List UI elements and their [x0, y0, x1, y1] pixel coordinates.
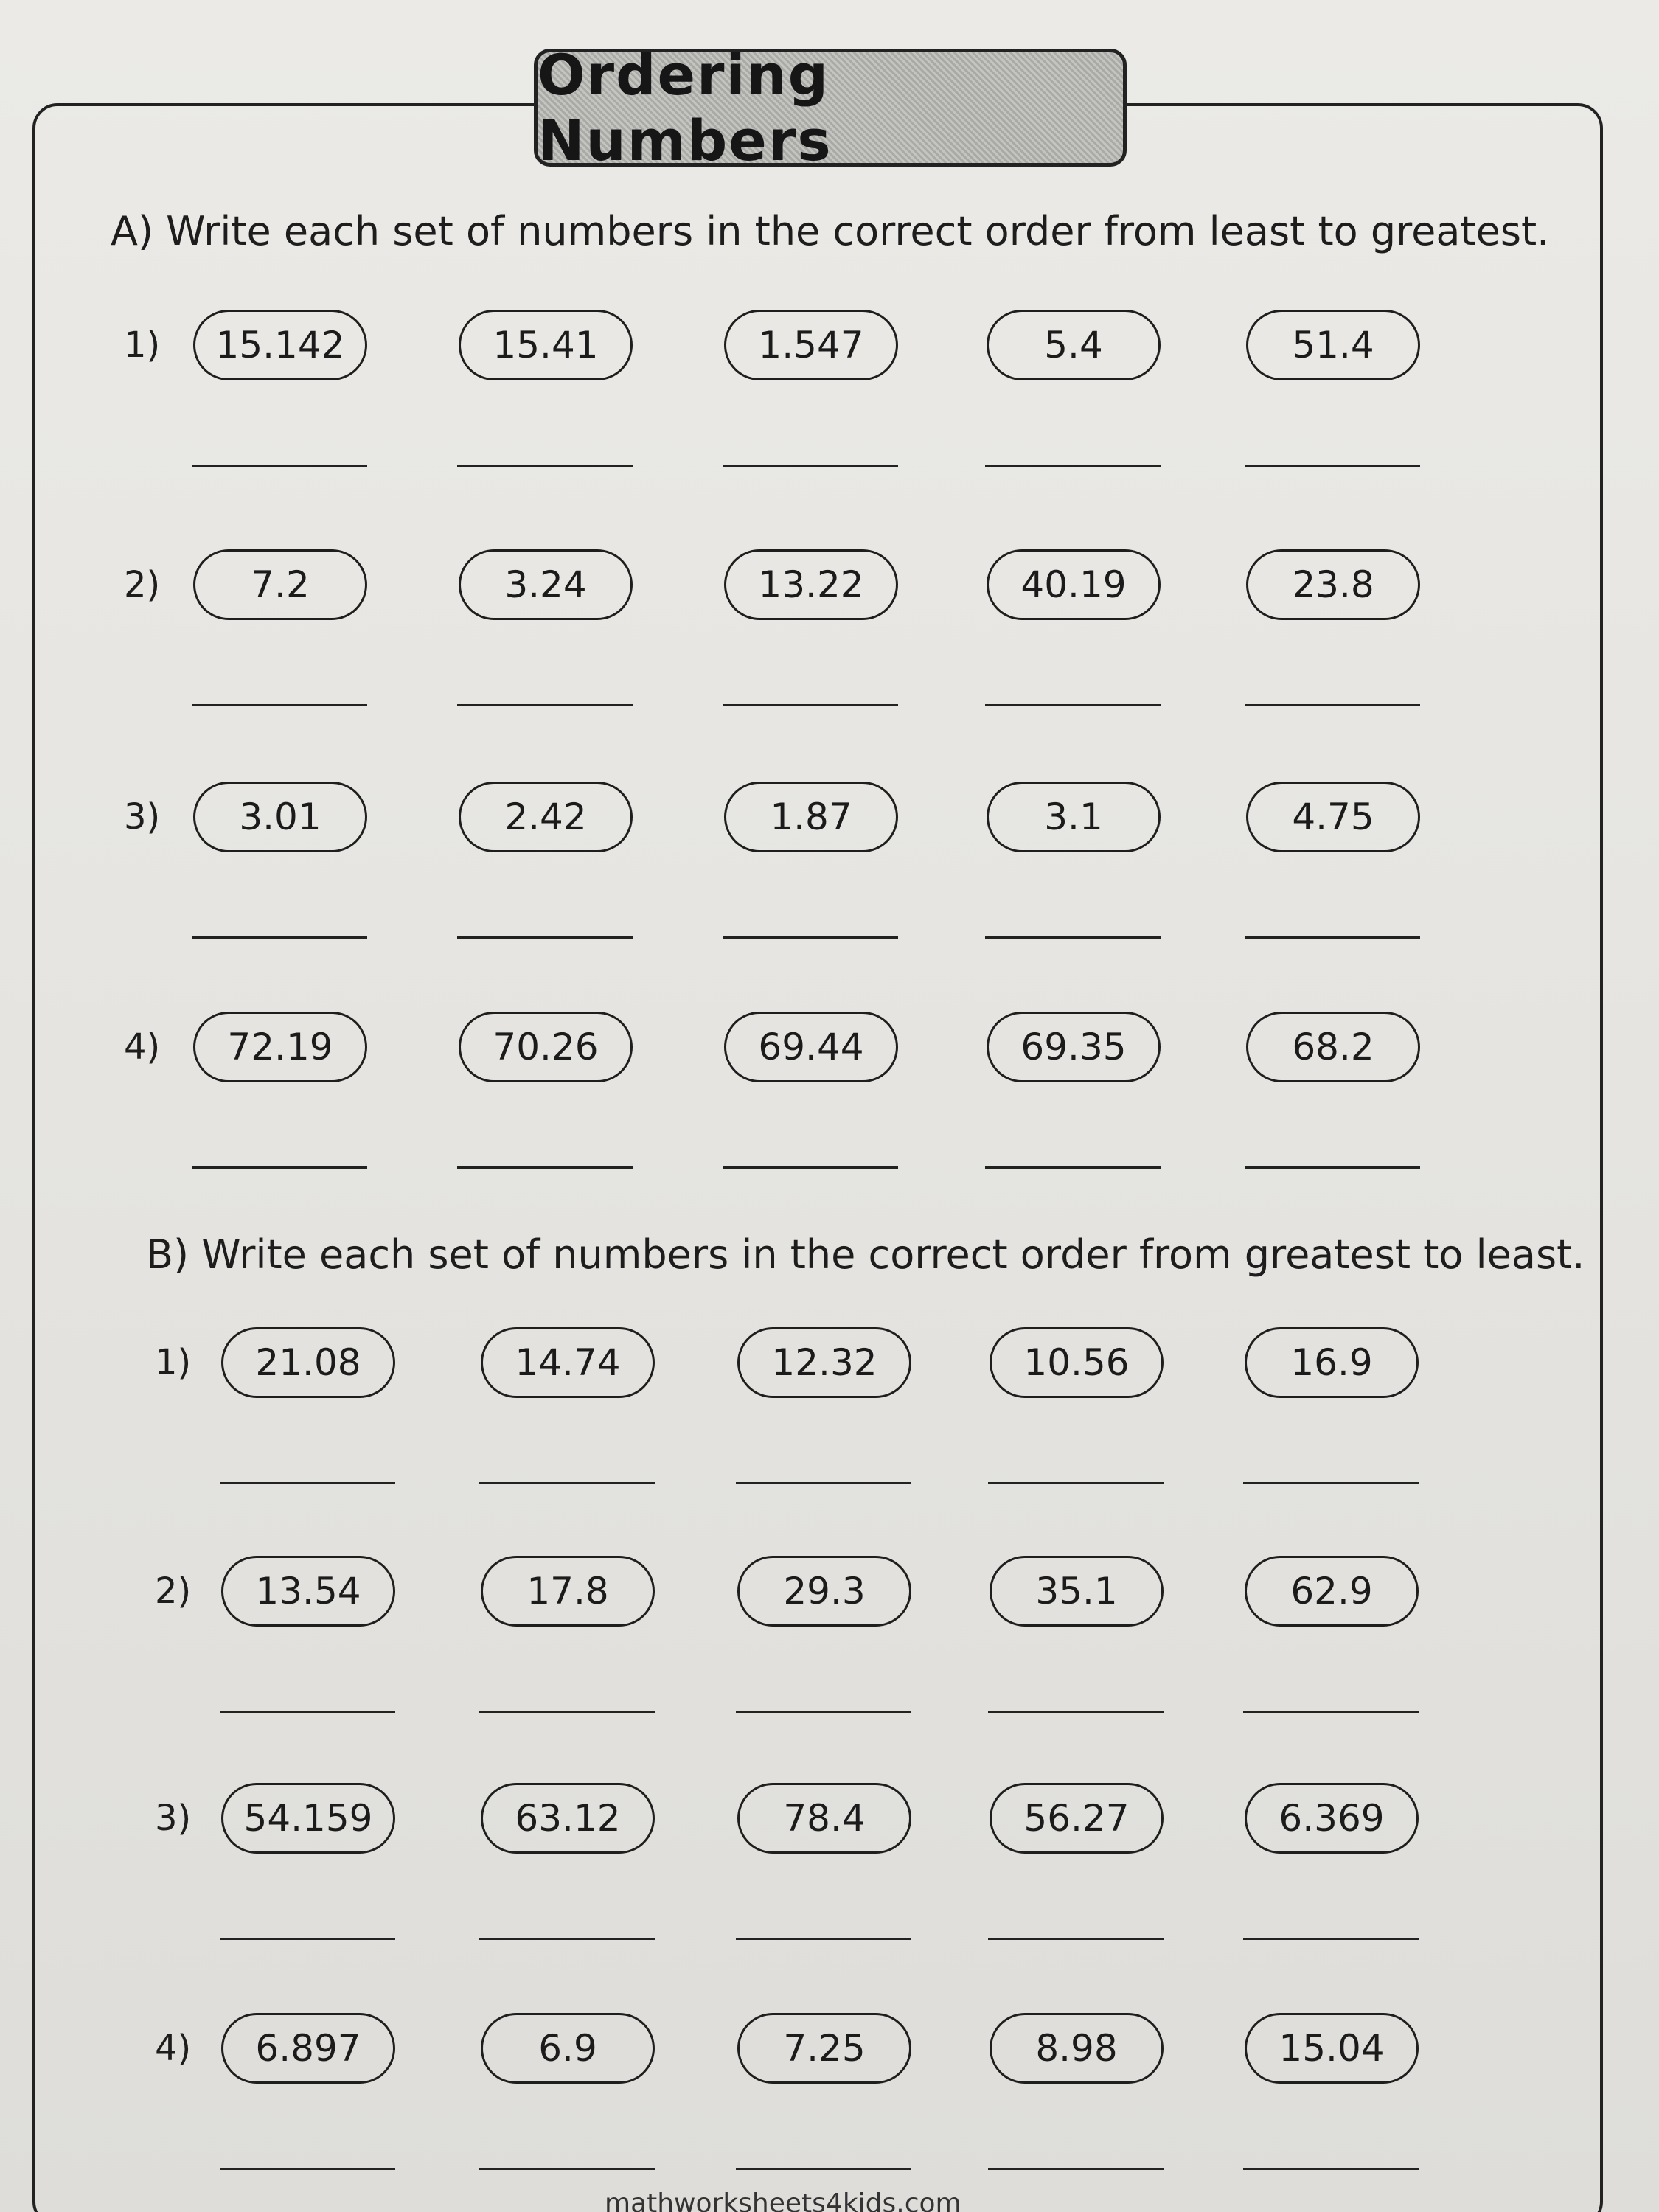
answer-blank[interactable] — [220, 1482, 395, 1484]
title-banner — [534, 42, 1127, 173]
problem-number: 1) — [124, 324, 161, 366]
number-pill: 1.547 — [724, 310, 898, 380]
number-pill: 69.44 — [724, 1012, 898, 1082]
answer-blank[interactable] — [220, 2168, 395, 2170]
number-pill: 12.32 — [737, 1327, 911, 1398]
number-pill: 15.142 — [193, 310, 367, 380]
answer-blank[interactable] — [736, 1482, 911, 1484]
answer-blank[interactable] — [1245, 936, 1420, 939]
answer-blank[interactable] — [220, 1938, 395, 1940]
number-pill: 6.9 — [481, 2013, 655, 2084]
answer-blank[interactable] — [988, 1938, 1164, 1940]
number-pill: 54.159 — [221, 1783, 395, 1854]
number-pill: 5.4 — [987, 310, 1161, 380]
answer-blank[interactable] — [985, 704, 1161, 706]
problem-number: 2) — [124, 564, 161, 605]
answer-blank[interactable] — [457, 1166, 633, 1169]
answer-blank[interactable] — [479, 2168, 655, 2170]
number-pill: 16.9 — [1245, 1327, 1419, 1398]
problem-number: 1) — [155, 1342, 192, 1383]
answer-blank[interactable] — [192, 704, 367, 706]
answer-blank[interactable] — [192, 1166, 367, 1169]
answer-blank[interactable] — [1243, 1938, 1419, 1940]
number-pill: 14.74 — [481, 1327, 655, 1398]
answer-blank[interactable] — [1243, 1711, 1419, 1713]
answer-blank[interactable] — [479, 1711, 655, 1713]
section-b-instruction: B) Write each set of numbers in the correct order from greatest to least. — [146, 1231, 1585, 1278]
answer-blank[interactable] — [723, 1166, 898, 1169]
answer-blank[interactable] — [985, 1166, 1161, 1169]
answer-blank[interactable] — [736, 2168, 911, 2170]
number-pill: 62.9 — [1245, 1556, 1419, 1627]
number-pill: 17.8 — [481, 1556, 655, 1627]
number-pill: 70.26 — [459, 1012, 633, 1082]
answer-blank[interactable] — [736, 1938, 911, 1940]
number-pill: 3.1 — [987, 782, 1161, 852]
number-pill: 15.04 — [1245, 2013, 1419, 2084]
answer-blank[interactable] — [1245, 1166, 1420, 1169]
answer-blank[interactable] — [457, 704, 633, 706]
answer-blank[interactable] — [1245, 465, 1420, 467]
answer-blank[interactable] — [192, 465, 367, 467]
section-a-instruction: A) Write each set of numbers in the correct order from least to greatest. — [111, 208, 1550, 254]
problem-number: 3) — [124, 796, 161, 838]
number-pill: 23.8 — [1246, 549, 1420, 620]
answer-blank[interactable] — [988, 1482, 1164, 1484]
answer-blank[interactable] — [988, 1711, 1164, 1713]
problem-number: 4) — [155, 2028, 192, 2069]
problem-number: 4) — [124, 1026, 161, 1068]
answer-blank[interactable] — [988, 2168, 1164, 2170]
answer-blank[interactable] — [1243, 2168, 1419, 2170]
answer-blank[interactable] — [192, 936, 367, 939]
number-pill: 51.4 — [1246, 310, 1420, 380]
answer-blank[interactable] — [723, 936, 898, 939]
answer-blank[interactable] — [736, 1711, 911, 1713]
number-pill: 3.01 — [193, 782, 367, 852]
number-pill: 2.42 — [459, 782, 633, 852]
number-pill: 15.41 — [459, 310, 633, 380]
number-pill: 63.12 — [481, 1783, 655, 1854]
number-pill: 35.1 — [990, 1556, 1164, 1627]
number-pill: 56.27 — [990, 1783, 1164, 1854]
answer-blank[interactable] — [479, 1482, 655, 1484]
number-pill: 29.3 — [737, 1556, 911, 1627]
number-pill: 78.4 — [737, 1783, 911, 1854]
number-pill: 72.19 — [193, 1012, 367, 1082]
answer-blank[interactable] — [479, 1938, 655, 1940]
number-pill: 4.75 — [1246, 782, 1420, 852]
number-pill: 13.54 — [221, 1556, 395, 1627]
footer-credit: mathworksheets4kids.com — [605, 2188, 961, 2212]
number-pill: 3.24 — [459, 549, 633, 620]
number-pill: 7.25 — [737, 2013, 911, 2084]
worksheet-title: Ordering Numbers — [538, 42, 832, 173]
answer-blank[interactable] — [723, 465, 898, 467]
number-pill: 68.2 — [1246, 1012, 1420, 1082]
worksheet-border — [32, 103, 1603, 2212]
number-pill: 6.897 — [221, 2013, 395, 2084]
answer-blank[interactable] — [985, 936, 1161, 939]
number-pill: 21.08 — [221, 1327, 395, 1398]
answer-blank[interactable] — [220, 1711, 395, 1713]
problem-number: 2) — [155, 1571, 192, 1612]
number-pill: 40.19 — [987, 549, 1161, 620]
number-pill: 69.35 — [987, 1012, 1161, 1082]
answer-blank[interactable] — [457, 465, 633, 467]
number-pill: 13.22 — [724, 549, 898, 620]
number-pill: 8.98 — [990, 2013, 1164, 2084]
answer-blank[interactable] — [457, 936, 633, 939]
number-pill: 1.87 — [724, 782, 898, 852]
answer-blank[interactable] — [985, 465, 1161, 467]
answer-blank[interactable] — [723, 704, 898, 706]
answer-blank[interactable] — [1245, 704, 1420, 706]
problem-number: 3) — [155, 1798, 192, 1839]
number-pill: 6.369 — [1245, 1783, 1419, 1854]
number-pill: 10.56 — [990, 1327, 1164, 1398]
number-pill: 7.2 — [193, 549, 367, 620]
answer-blank[interactable] — [1243, 1482, 1419, 1484]
